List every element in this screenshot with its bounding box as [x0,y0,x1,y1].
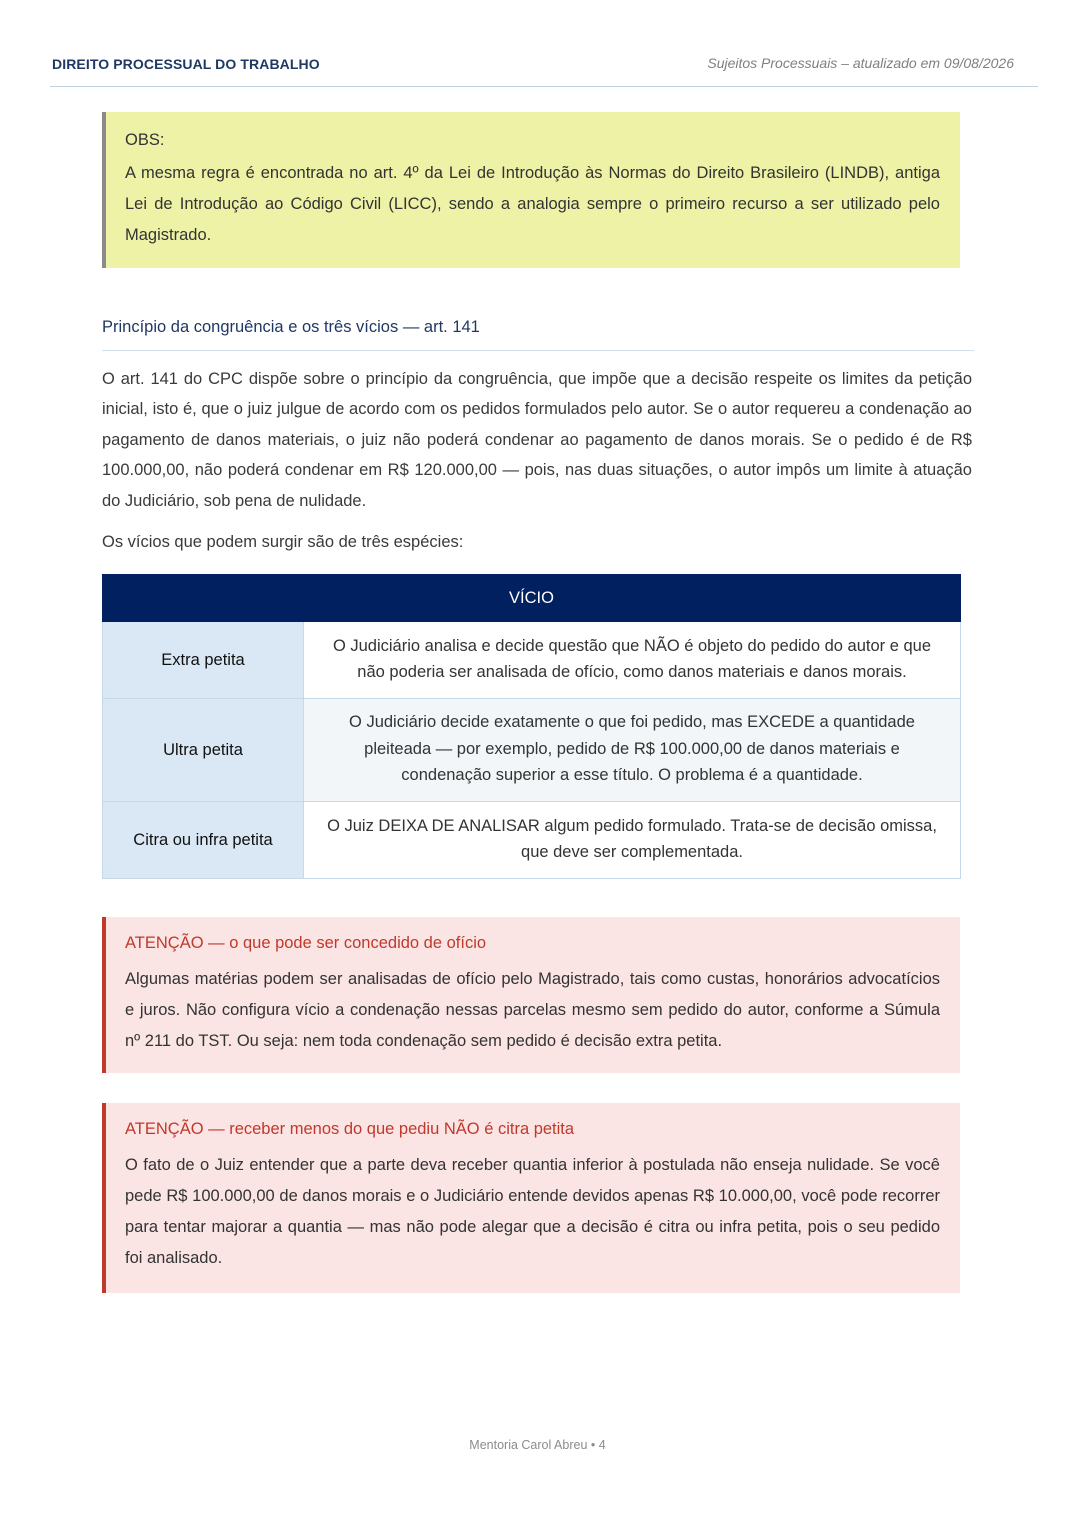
document-subtitle: Sujeitos Processuais – atualizado em 09/08/2026 [707,55,1014,71]
vicio-table [102,574,961,879]
table-row-term: Citra ou infra petita [103,802,304,879]
table-row-description: O Judiciário analisa e decide questão que NÃO é objeto do pedido do autor e que não poderia ser analisada de ofício, como danos materiais e danos morais. [304,622,961,699]
obs-label: OBS: [125,131,165,149]
table-intro: Os vícios que podem surgir são de três espécies: [102,533,464,552]
table-row [103,622,961,699]
table-row-term: Ultra petita [103,699,304,802]
attention-text: O fato de o Juiz entender que a parte deva receber quantia inferior à postulada não enseja nulidade. Se você pede R$ 100.000,00 de danos morais e o Judiciário entende devidos apenas R$ 10.000,00, você pode recorrer para tentar majorar a quantia — mas não pode alegar que a decisão é citra ou infra petita, pois o seu pedido foi analisado. [125,1156,940,1268]
table-row [103,699,961,802]
page-header [50,54,1038,87]
attention-callout [102,917,960,1073]
table-row-description: O Juiz DEIXA DE ANALISAR algum pedido formulado. Trata-se de decisão omissa, que deve ser complementada. [304,802,961,879]
attention-title: ATENÇÃO — o que pode ser concedido de ofício [125,934,487,953]
obs-callout [102,112,960,268]
table-row-term: Extra petita [103,622,304,699]
attention-text: Algumas matérias podem ser analisadas de ofício pelo Magistrado, tais como custas, honorários advocatícios e juros. Não configura vício a condenação nessas parcelas mesmo sem pedido do autor, conforme a Súmula nº 211 do TST. Ou seja: nem toda condenação sem pedido é decisão extra petita. [125,970,940,1051]
table-row-description: O Judiciário decide exatamente o que foi pedido, mas EXCEDE a quantidade pleiteada — por exemplo, pedido de R$ 100.000,00 de danos materiais e condenação superior a esse título. O problema é a quantidade. [304,699,961,802]
section-heading: Princípio da congruência e os três vícios — art. 141 [102,318,974,351]
table-header: VÍCIO [103,575,961,622]
attention-title: ATENÇÃO — receber menos do que pediu NÃO é citra petita [125,1120,575,1139]
table-header-row [103,575,961,622]
document-title: DIREITO PROCESSUAL DO TRABALHO [52,56,320,72]
obs-text: A mesma regra é encontrada no art. 4º da Lei de Introdução às Normas do Direito Brasileiro (LINDB), antiga Lei de Introdução ao Código Civil (LICC), sendo a analogia sempre o primeiro recurso a ser utilizado pelo Magistrado. [125,164,940,244]
attention-callout [102,1103,960,1293]
page-content [102,112,972,1293]
table-row [103,802,961,879]
page-footer: Mentoria Carol Abreu • 4 [469,1438,606,1452]
section-paragraph: O art. 141 do CPC dispõe sobre o princípio da congruência, que impõe que a decisão respeite os limites da petição inicial, isto é, que o juiz julgue de acordo com os pedidos formulados pelo autor. Se o autor requereu a condenação ao pagamento de danos materiais, o juiz não poderá condenar ao pagamento de danos morais. Se o pedido é de R$ 100.000,00, não poderá condenar em R$ 120.000,00 — pois, nas duas situações, o autor impôs um limite à atuação do Judiciário, sob pena de nulidade. [102,370,972,510]
